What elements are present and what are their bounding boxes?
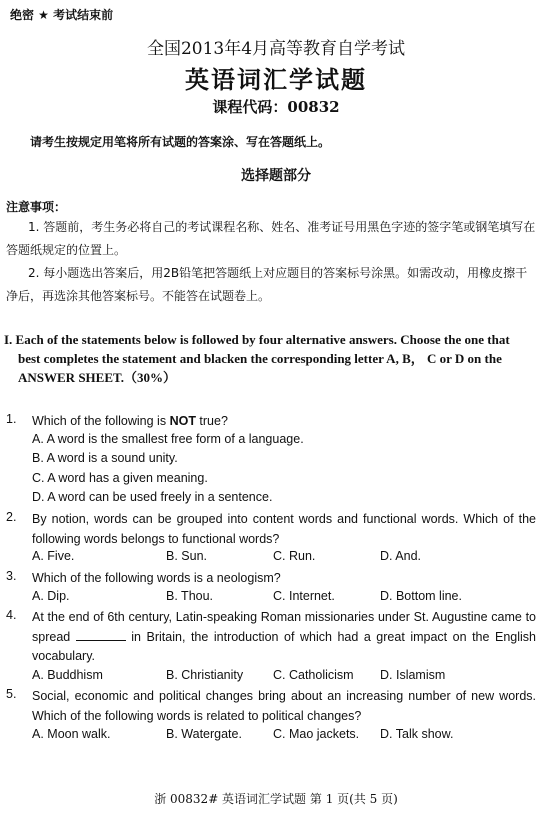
option-c: C. Mao jackets. bbox=[273, 727, 360, 741]
question-text: At the end of 6th century, Latin-speaking Roman missionaries under St. Augustine came to spread in Britain, the introduction of which had a great impact on the English vocabulary. bbox=[32, 610, 536, 663]
note-item-2: 2. 每小题选出答案后，用2B铅笔把答题纸上对应题目的答案标号涂黑。如需改动，用橡皮擦干净后，再选涂其他答案标号。不能答在试题卷上。 bbox=[6, 266, 528, 303]
part-one-line-2: best completes the statement and blacken the corresponding letter A, B， C or D on the bbox=[18, 351, 502, 366]
option-d: D. And. bbox=[380, 549, 421, 563]
question-number: 4. bbox=[6, 608, 17, 622]
option-b: B. Watergate. bbox=[166, 727, 242, 741]
option-a: A. A word is the smallest free form of a language. bbox=[32, 432, 304, 446]
option-b: B. Christianity bbox=[166, 668, 244, 682]
question-text: By notion, words can be grouped into content words and functional words. Which of the following words belongs to functional words? bbox=[32, 512, 536, 546]
option-d: D. Islamism bbox=[380, 668, 446, 682]
option-b: B. A word is a sound unity. bbox=[32, 451, 178, 465]
part-one-line-3: ANSWER SHEET.（30%） bbox=[18, 370, 176, 385]
option-a: A. Buddhism bbox=[32, 668, 103, 682]
question-number: 1. bbox=[6, 412, 17, 426]
option-c: C. Catholicism bbox=[273, 668, 354, 682]
notes-heading: 注意事项： bbox=[6, 200, 67, 214]
question-number: 5. bbox=[6, 687, 17, 701]
option-a: A. Dip. bbox=[32, 589, 70, 603]
option-d: D. Bottom line. bbox=[380, 589, 462, 603]
part-one-instructions bbox=[4, 330, 534, 387]
part-one-line-1: I. Each of the statements below is followed by four alternative answers. Choose the one that bbox=[4, 332, 510, 347]
option-d: D. Talk show. bbox=[380, 727, 454, 741]
question-number: 3. bbox=[6, 569, 17, 583]
option-b: B. Thou. bbox=[166, 589, 214, 603]
option-c: C. Run. bbox=[273, 549, 316, 563]
secret-label: 绝密 ★ 考试结束前 bbox=[10, 8, 114, 22]
exam-title: 全国2013年4月高等教育自学考试 bbox=[146, 39, 406, 59]
question-number: 2. bbox=[6, 510, 17, 524]
question-text: Social, economic and political changes bring about an increasing number of new words. Which of the following words is related to political changes? bbox=[32, 689, 536, 723]
option-a: A. Five. bbox=[32, 549, 75, 563]
question-text: Which of the following words is a neologism? bbox=[32, 571, 281, 585]
option-d: D. A word can be used freely in a sentence. bbox=[32, 490, 273, 504]
option-c: C. Internet. bbox=[273, 589, 335, 603]
page-footer: 浙 00832# 英语词汇学试题 第 1 页(共 5 页) bbox=[154, 792, 398, 806]
emphasis-not: NOT bbox=[169, 414, 196, 428]
answer-instruction: 请考生按规定用笔将所有试题的答案涂、写在答题纸上。 bbox=[30, 135, 331, 149]
option-c: C. A word has a given meaning. bbox=[32, 471, 208, 485]
option-a: A. Moon walk. bbox=[32, 727, 111, 741]
subject-title: 英语词汇学试题 bbox=[185, 65, 367, 94]
option-b: B. Sun. bbox=[166, 549, 207, 563]
question-text: Which of the following is NOT true? bbox=[32, 414, 228, 428]
course-code: 课程代码：00832 bbox=[212, 98, 340, 116]
fill-in-blank bbox=[76, 629, 126, 641]
note-item-1: 1. 答题前，考生务必将自己的考试课程名称、姓名、准考证号用黑色字迹的签字笔或钢笔填写在答题纸规定的位置上。 bbox=[6, 220, 536, 257]
section-title: 选择题部分 bbox=[241, 168, 311, 184]
